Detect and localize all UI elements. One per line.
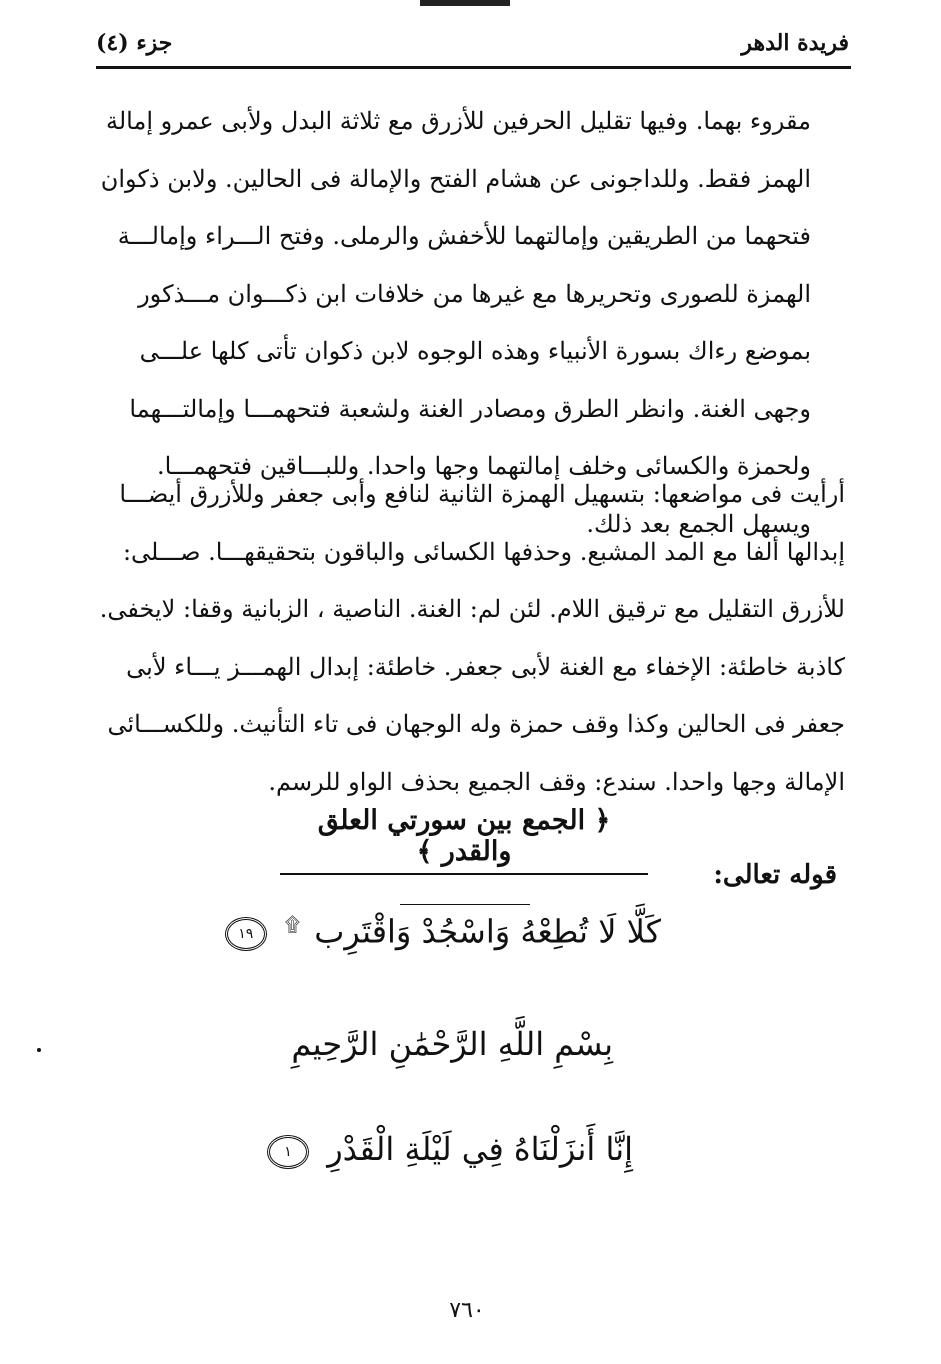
- text-line: ولحمزة والكسائى وخلف إمالتهما وجها واحدا. وللبـــاقين فتحهمـــا.: [156, 452, 811, 480]
- text-line: وجهى الغنة. وانظر الطرق ومصادر الغنة ولشعبة فتحهمـــا وإمالتـــهما: [129, 394, 811, 423]
- book-title: فريدة الدهر: [741, 30, 849, 56]
- section-heading: ﴿ الجمع بين سورتي العلق والقدر ﴾: [280, 805, 648, 875]
- text-line: الهمز فقط. وللداجونى عن هشام الفتح والإمالة فى الحالين. ولابن ذكوان: [100, 164, 811, 193]
- intro-label: قوله تعالى:: [713, 860, 837, 890]
- text-line: فتحهما من الطريقين وإمالتهما للأخفش والرملى. وفتح الـــراء وإمالـــة: [117, 222, 811, 250]
- header-divider: [96, 66, 851, 69]
- text-line: أرأيت فى مواضعها: بتسهيل الهمزة الثانية لنافع وأبى جعفر وللأزرق أيضـــا: [119, 480, 845, 508]
- verse-text: إِنَّا أَنزَلْنَاهُ فِي لَيْلَةِ الْقَدْرِ: [327, 1130, 633, 1168]
- text-line: للأزرق التقليل مع ترقيق اللام. لئن لم: الغنة. الناصية ، الزبانية وقفا: لايخفى.: [99, 595, 845, 623]
- text-line: الهمزة للصورى وتحريرها مع غيرها من خلافات ابن ذكـــوان مـــذكور: [138, 279, 811, 308]
- sajda-icon: ۩: [284, 912, 301, 936]
- text-line: جعفر فى الحالين وكذا وقف حمزة وله الوجهان فى تاء التأنيث. وللكســـائى: [107, 710, 845, 738]
- text-line: ويسهل الجمع بعد ذلك.: [586, 509, 811, 538]
- intro-divider: [400, 904, 530, 905]
- verse-text: كَلَّا لَا تُطِعْهُ وَاسْجُدْ وَاقْتَرِب: [314, 912, 661, 951]
- page-number: ٧٦٠: [449, 1298, 485, 1323]
- volume-label: جزء (٤): [96, 30, 173, 56]
- ayah-number-marker: ١٩: [225, 917, 267, 951]
- text-line: بموضع رءاك بسورة الأنبياء وهذه الوجوه لابن ذكوان تأتى كلها علـــى: [139, 337, 811, 365]
- scan-speck: [37, 1048, 41, 1052]
- basmala: [291, 1025, 613, 1063]
- text-line: الإمالة وجها واحدا. سندع: وقف الجميع بحذف الواو للرسم.: [268, 767, 845, 796]
- top-edge-mark: [420, 0, 510, 6]
- verse-text: بِسْمِ اللَّهِ الرَّحْمَٰنِ الرَّحِيمِ: [291, 1025, 613, 1063]
- text-line: مقروء بهما. وفيها تقليل الحرفين للأزرق مع ثلاثة البدل ولأبى عمرو إمالة: [105, 107, 811, 135]
- verse-1: [225, 912, 661, 951]
- text-line: إبدالها ألفا مع المد المشبع. وحذفها الكسائى والباقون بتحقيقهـــا. صـــلى:: [122, 537, 845, 566]
- ayah-number-marker: ١: [267, 1135, 309, 1169]
- text-line: كاذبة خاطئة: الإخفاء مع الغنة لأبى جعفر. خاطئة: إبدال الهمـــز يـــاء لأبى: [126, 652, 845, 681]
- verse-2: [267, 1130, 633, 1169]
- paragraph-block-2: [95, 466, 845, 811]
